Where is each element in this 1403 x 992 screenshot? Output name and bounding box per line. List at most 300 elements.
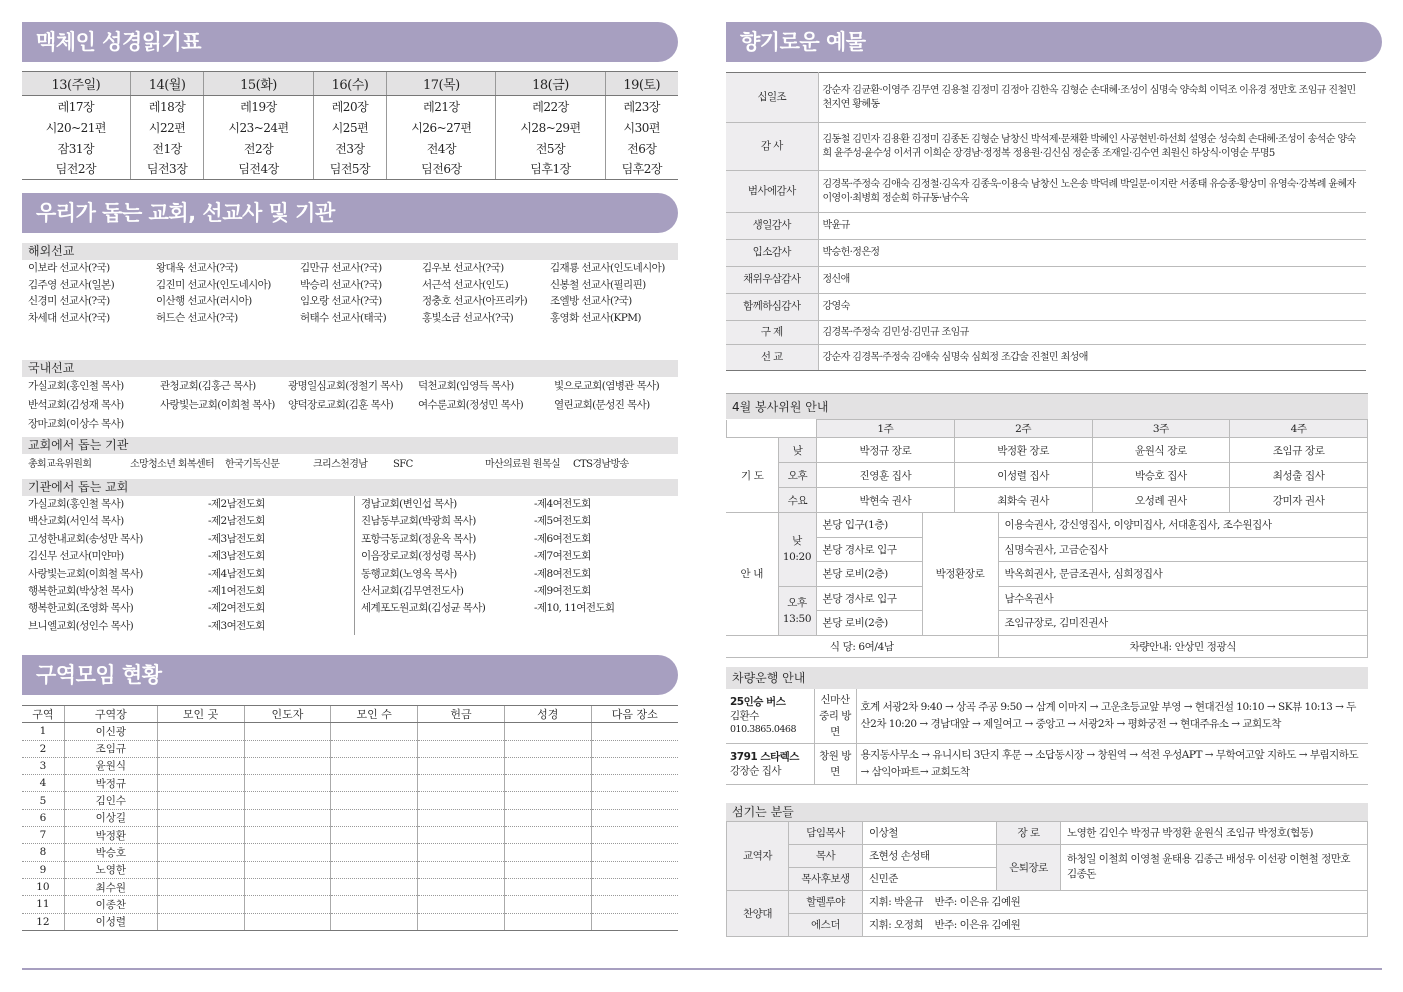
domestic-church-item: 광명일심교회(정철기 목사)	[288, 380, 403, 392]
table-row	[22, 861, 678, 878]
bible-reading: 전4장	[387, 138, 496, 159]
region-cell	[244, 861, 331, 878]
bible-reading: 딤후1장	[496, 159, 605, 180]
table-row	[22, 913, 678, 930]
prayer-time: 낮	[779, 438, 817, 463]
bible-reading: 잠31장	[57, 141, 95, 156]
mission-label: 선 교	[726, 345, 818, 371]
prayer-name: 박현숙 권사	[817, 488, 955, 513]
staff-name-1: 조현성 손성태	[863, 844, 997, 867]
inst-church: 고성한내교회(송성만 목사)	[28, 532, 143, 545]
staff-label: 교역자	[727, 821, 789, 890]
missionary-item: 왕대욱 선교사(?국)	[156, 262, 238, 274]
tithe-label: 십일조	[726, 73, 818, 123]
region-number: 8	[22, 844, 64, 861]
prayer-name: 진영훈 집사	[817, 463, 955, 488]
region-cell	[591, 740, 678, 757]
region-cell	[331, 913, 418, 930]
table-row	[22, 878, 678, 895]
inst-church: 가실교회(홍인철 목사)	[28, 498, 124, 510]
missionary-item: 김진미 선교사(인도네시아)	[156, 278, 271, 291]
region-cell	[331, 878, 418, 895]
staff-role-1: 목사	[789, 844, 863, 867]
inst-church	[354, 618, 534, 635]
prayer-row	[727, 463, 1368, 488]
domestic-church-item: 덕천교회(임영득 목사)	[418, 380, 514, 392]
region-number: 7	[22, 827, 64, 844]
missionary-item: 김만규 선교사(?국)	[300, 262, 382, 274]
mission-names: 강순자 김경목·주정숙 김애숙 심명숙 심희정 조갑술 진철민 최성애	[818, 345, 1366, 371]
week-2: 2주	[954, 420, 1092, 438]
thanks-sub-names: 박윤규	[818, 213, 1366, 240]
inst-church: 김신무 선교사(미얀마)	[28, 550, 124, 563]
bible-reading: 딤전5장	[313, 159, 387, 180]
prayer-name: 최화숙 권사	[954, 488, 1092, 513]
region-cell	[418, 775, 505, 792]
missionary-item: 김우보 선교사(?국)	[422, 262, 504, 274]
bus-phone: 010.3865.0468	[730, 723, 797, 735]
guide-row	[726, 586, 1368, 611]
bus-name: 25인승 버스	[730, 695, 786, 708]
region-cell	[244, 844, 331, 861]
inst-church: 행복한교회(박상천 목사)	[28, 585, 134, 598]
region-cell	[418, 827, 505, 844]
prayer-name: 박정규 장로	[817, 438, 955, 463]
missionary-item: 신경미 선교사(?국)	[28, 295, 110, 307]
bus-vehicle	[726, 689, 814, 744]
prayer-name: 조임규 장로	[1230, 438, 1368, 463]
bible-reading: 전5장	[496, 138, 605, 159]
region-cell	[591, 792, 678, 809]
region-cell	[157, 723, 244, 740]
thanks-sub-row	[726, 267, 1366, 294]
region-cell	[157, 827, 244, 844]
region-cell	[418, 878, 505, 895]
staff-name-0: 이상철	[863, 821, 997, 844]
staff-role-2: 목사후보생	[789, 867, 863, 890]
missionary-item: 홍영화 선교사(KPM)	[550, 311, 641, 324]
bible-day: 14(월)	[130, 72, 204, 96]
prayer-name: 최성출 집사	[1230, 463, 1368, 488]
region-header: 모인 수	[331, 706, 418, 723]
inst-group: -제2남전도회	[208, 515, 265, 528]
helped-org-item: 마산의료원 원목실	[485, 459, 561, 470]
thanks-sub-row	[726, 294, 1366, 321]
region-number: 12	[22, 913, 64, 930]
choir-name-1: 에스더	[789, 913, 863, 936]
bus-heading: 차량운행 안내	[726, 667, 1368, 689]
thanks-sub-label: 입소감사	[726, 240, 818, 267]
region-cell	[331, 740, 418, 757]
leaders-heading: 섬기는 분들	[726, 803, 1368, 821]
helps-list	[22, 454, 678, 476]
guide-row	[726, 562, 1368, 587]
region-leader: 박정환	[64, 827, 157, 844]
offering-table	[726, 72, 1366, 371]
thanks-sub-names: 정신애	[818, 267, 1366, 294]
missionary-item: 홍빛소금 선교사(?국)	[422, 311, 514, 324]
guide-row	[726, 513, 1368, 538]
inst-group: -제9여전도회	[534, 585, 591, 598]
inst-group: -제3여전도회	[208, 619, 265, 632]
bus-table	[726, 689, 1368, 785]
guide-row	[726, 611, 1368, 636]
region-leader: 윤원식	[64, 757, 157, 774]
region-cell	[244, 913, 331, 930]
region-cell	[244, 896, 331, 913]
left-page	[22, 22, 678, 931]
region-cell	[244, 878, 331, 895]
offering-title: 향기로운 예물	[726, 22, 1382, 62]
table-row	[22, 844, 678, 861]
region-cell	[504, 844, 591, 861]
region-cell	[331, 809, 418, 826]
region-cell	[331, 792, 418, 809]
domestic-heading: 국내선교	[22, 360, 678, 377]
guide-elder: 박정환장로	[922, 513, 998, 636]
bible-title: 맥체인 성경읽기표	[22, 22, 678, 62]
inst-church: 동행교회(노영옥 목사)	[354, 566, 534, 583]
inst-group: -제8여전도회	[534, 567, 591, 580]
tithe-names: 강순자 김균환·이영주 김무연 김용철 김정미 김정아 김한옥 김형순 손대혜·조성이 심명숙 양숙희 이덕조 이유경 정만호 조임규 진철민 천지연 황혜동	[818, 73, 1366, 123]
bible-reading: 딤전2장	[22, 159, 130, 180]
guide-place: 본당 경사로 입구	[816, 537, 922, 562]
domestic-church-item: 빛으로교회(염병관 목사)	[554, 380, 660, 392]
inst-group: -제3남전도회	[208, 532, 265, 545]
bible-row	[22, 117, 678, 138]
inst-church: 산서교회(김무연전도사)	[354, 583, 534, 600]
region-cell	[418, 896, 505, 913]
region-cell	[591, 827, 678, 844]
region-cell	[591, 861, 678, 878]
region-leader: 박정규	[64, 775, 157, 792]
region-title: 구역모임 현황	[22, 655, 678, 695]
thanks-sub-row	[726, 171, 1366, 213]
region-cell	[244, 757, 331, 774]
domestic-church-item: 열린교회(문성진 목사)	[554, 399, 650, 411]
thanks-sub-label: 채위우삼감사	[726, 267, 818, 294]
guide-place: 본당 입구(1층)	[816, 513, 922, 538]
region-cell	[591, 723, 678, 740]
helped-org-item: 크리스천경남	[313, 459, 368, 470]
region-cell	[157, 913, 244, 930]
overseas-heading: 해외선교	[22, 243, 678, 260]
missionary-item: 김주영 선교사(일본)	[28, 278, 115, 291]
region-cell	[331, 844, 418, 861]
table-row	[22, 896, 678, 913]
inst-group: -제7여전도회	[534, 550, 591, 563]
region-cell	[504, 723, 591, 740]
region-number: 2	[22, 740, 64, 757]
thanks-sub-label: 범사에감사	[726, 171, 818, 213]
region-cell	[504, 757, 591, 774]
guide-day	[778, 513, 816, 587]
prayer-name: 이성렬 집사	[954, 463, 1092, 488]
missionary-item: 박승리 선교사(?국)	[300, 278, 382, 291]
inst-church: 브니엘교회(성인수 목사)	[28, 619, 134, 632]
bible-reading: 시26~27편	[387, 117, 496, 138]
inst-group: -제10, 11여전도회	[534, 602, 615, 615]
region-cell	[591, 913, 678, 930]
bus-vehicle	[726, 743, 814, 784]
elder-label: 장 로	[997, 821, 1061, 844]
region-cell	[244, 827, 331, 844]
region-cell	[504, 861, 591, 878]
region-leader: 이상길	[64, 809, 157, 826]
missionary-item: 이보라 선교사(?국)	[28, 262, 110, 274]
region-cell	[504, 740, 591, 757]
bible-reading: 레20장	[313, 96, 387, 117]
region-cell	[157, 861, 244, 878]
right-page	[726, 22, 1382, 937]
region-cell	[331, 757, 418, 774]
inst-group: -제2남전도회	[208, 498, 265, 510]
region-cell	[504, 792, 591, 809]
bible-reading: 시22편	[130, 117, 204, 138]
service-table	[726, 419, 1368, 513]
car-info: 차량안내: 안상민 정광식	[998, 635, 1368, 657]
bible-reading: 딤전3장	[130, 159, 204, 180]
missionary-item: 이산행 선교사(러시아)	[156, 295, 252, 307]
domestic-church-item: 관청교회(김홍근 목사)	[160, 380, 256, 392]
bible-reading: 시20~21편	[45, 120, 106, 135]
helped-org-item: SFC	[393, 459, 413, 470]
region-table	[22, 705, 678, 931]
inst-church: 경남교회(변인섭 목사)	[354, 496, 534, 513]
guide-label: 안 내	[726, 513, 778, 636]
bible-reading: 전6장	[605, 138, 678, 159]
region-leader: 이성렬	[64, 913, 157, 930]
choir-acc-0: 반주: 이은유 김예원	[934, 896, 1021, 908]
region-leader: 이신광	[64, 723, 157, 740]
region-leader: 최수원	[64, 878, 157, 895]
region-cell	[157, 792, 244, 809]
prayer-name: 박정환 장로	[954, 438, 1092, 463]
table-row	[22, 740, 678, 757]
region-cell	[591, 809, 678, 826]
inst-church: 사랑빛는교회(이희철 목사)	[28, 567, 143, 580]
staff-role-0: 담임목사	[789, 821, 863, 844]
region-cell	[418, 740, 505, 757]
bible-reading: 딤전4장	[204, 159, 313, 180]
week-4: 4주	[1230, 420, 1368, 438]
inst-group	[534, 618, 684, 635]
domestic-church-item: 여수룬교회(정성민 목사)	[418, 399, 524, 411]
region-cell	[244, 809, 331, 826]
week-1: 1주	[817, 420, 955, 438]
region-cell	[244, 775, 331, 792]
meal-info: 식 당: 6여/4남	[726, 635, 998, 657]
missionary-item: 김재룡 선교사(인도네시아)	[550, 262, 665, 274]
bible-reading: 레23장	[605, 96, 678, 117]
region-leader: 이종찬	[64, 896, 157, 913]
region-cell	[591, 896, 678, 913]
inst-heading: 기관에서 돕는 교회	[22, 479, 678, 496]
region-header: 구역	[22, 706, 64, 723]
choir-info-1	[863, 913, 1368, 936]
guide-names: 박옥희권사, 문금조권사, 심희정집사	[998, 562, 1368, 587]
inst-church: 백산교회(서인석 목사)	[28, 515, 124, 528]
missionary-item: 정충호 선교사(아프리카)	[422, 295, 528, 307]
missionary-item: 신봉철 선교사(필리핀)	[550, 278, 646, 291]
bible-reading: 레17장	[57, 99, 95, 114]
table-row	[22, 723, 678, 740]
bible-day: 18(금)	[496, 72, 605, 96]
bottom-rule	[22, 968, 1382, 970]
region-number: 6	[22, 809, 64, 826]
helped-org-item: 총회교육위원회	[28, 459, 92, 470]
bus-name: 3791 스타렉스	[730, 750, 799, 763]
region-cell	[157, 757, 244, 774]
retired-names: 하청일 이철희 이영철 윤태용 김종근 배성우 이선광 이현철 정만호 김종돈	[1061, 844, 1368, 890]
guide-names: 심명숙권사, 고금순집사	[998, 537, 1368, 562]
region-number: 11	[22, 896, 64, 913]
domestic-church-item: 가실교회(홍인철 목사)	[28, 380, 124, 392]
bus-route: 호계 서광2차 9:40 → 상곡 주공 9:50 → 삼계 이마지 → 고운초등교앞 부영 → 현대건설 10:10 → SK뷰 10:13 → 두산2차 10:20 → 경남대앞 → 제일여고 → 중앙고 → 서광2차 → 평화궁전 → 현대주유소 → 교회도착	[856, 689, 1368, 744]
bible-reading: 레18장	[130, 96, 204, 117]
region-cell	[591, 878, 678, 895]
bible-table	[22, 71, 678, 180]
prayer-row	[727, 438, 1368, 463]
prayer-row	[727, 488, 1368, 513]
guide-pm-label: 오후	[787, 596, 807, 609]
region-number: 10	[22, 878, 64, 895]
region-cell	[591, 757, 678, 774]
inst-church: 세계포도원교회(김성균 목사)	[354, 600, 534, 617]
bible-reading: 시23~24편	[204, 117, 313, 138]
guide-row	[726, 537, 1368, 562]
region-cell	[418, 723, 505, 740]
bus-area: 창원 방면	[814, 743, 856, 784]
region-leader: 노영한	[64, 861, 157, 878]
prayer-name: 오성례 권사	[1092, 488, 1230, 513]
thanks-label: 감 사	[726, 123, 818, 171]
missionary-item: 허태수 선교사(태국)	[300, 311, 387, 324]
inst-church: 행복한교회(조영화 목사)	[28, 602, 134, 615]
bible-row	[22, 159, 678, 180]
bible-day: 19(토)	[605, 72, 678, 96]
region-number: 3	[22, 757, 64, 774]
region-cell	[244, 723, 331, 740]
prayer-label: 기 도	[727, 438, 779, 513]
bus-route: 용지동사무소 → 유니시티 3단지 후문 → 소답동시장 → 창원역 → 석전 우성APT → 무학여고앞 지하도 → 부림지하도→ 삼익아파트→ 교회도착	[856, 743, 1368, 784]
guide-names: 남수옥권사	[998, 586, 1368, 611]
region-cell	[591, 775, 678, 792]
thanks-sub-label: 생일감사	[726, 213, 818, 240]
table-row	[22, 827, 678, 844]
relief-names: 김경목·주정숙 김민성·김민규 조임규	[818, 321, 1366, 345]
region-cell	[157, 878, 244, 895]
region-header: 헌금	[418, 706, 505, 723]
guide-place: 본당 경사로 입구	[816, 586, 922, 611]
choir-leader-0: 지휘: 박윤규	[869, 896, 924, 908]
region-number: 4	[22, 775, 64, 792]
region-cell	[504, 913, 591, 930]
bible-reading: 전2장	[204, 138, 313, 159]
bible-reading: 레22장	[496, 96, 605, 117]
leaders-table	[726, 821, 1368, 937]
thanks-names: 김동철 김민자 김용환 김정미 김종돈 김형순 남창신 박석제·문채환 박혜인 사공현빈·하선희 설영순 성숙희 손대혜·조성이 송석순 양숙희 윤주성·윤수성 이서귀 이희순 장경남·정정복 정용원·김신심 정순종 조재일·김수연 최원신 하상식·이영순 무명5	[818, 123, 1366, 171]
helped-org-item: 소망청소년 회복센터	[130, 459, 215, 470]
inst-group: -제3남전도회	[208, 550, 265, 563]
region-leader: 박승호	[64, 844, 157, 861]
region-cell	[504, 827, 591, 844]
guide-names: 조임규장로, 김미진권사	[998, 611, 1368, 636]
relief-label: 구 제	[726, 321, 818, 345]
region-cell	[331, 861, 418, 878]
guide-table	[726, 512, 1368, 658]
prayer-name: 박승호 집사	[1092, 463, 1230, 488]
region-leader: 김인수	[64, 792, 157, 809]
prayer-name: 강미자 권사	[1230, 488, 1368, 513]
bible-reading: 전3장	[313, 138, 387, 159]
guide-place: 본당 로비(2층)	[816, 562, 922, 587]
bible-reading: 딤전6장	[387, 159, 496, 180]
bible-row	[22, 138, 678, 159]
missionary-item: 조엘방 선교사(?국)	[550, 295, 632, 307]
region-header: 모인 곳	[157, 706, 244, 723]
choir-acc-1: 반주: 이은유 김예원	[934, 919, 1021, 931]
region-cell	[504, 809, 591, 826]
thanks-sub-names: 박승헌·정은정	[818, 240, 1366, 267]
choir-name-0: 할렐루야	[789, 890, 863, 913]
inst-group: -제5여전도회	[534, 515, 591, 528]
missionary-item: 서근석 선교사(인도)	[422, 278, 509, 291]
missionary-item: 허드슨 선교사(?국)	[156, 311, 238, 324]
bus-area: 신마산 중리 방면	[814, 689, 856, 744]
inst-church: 포항극동교회(정윤옥 목사)	[354, 531, 534, 548]
region-leader: 조임규	[64, 740, 157, 757]
elder-names: 노영한 김인수 박정규 박정환 윤원식 조임규 박정호(협동)	[1061, 821, 1368, 844]
inst-group: -제4남전도회	[208, 567, 265, 580]
inst-group: -제2여전도회	[208, 602, 265, 615]
bible-day: 17(목)	[387, 72, 496, 96]
bible-reading: 딤후2장	[605, 159, 678, 180]
region-header: 인도자	[244, 706, 331, 723]
bible-reading: 레21장	[387, 96, 496, 117]
inst-group: -제1여전도회	[208, 585, 265, 598]
thanks-sub-row	[726, 240, 1366, 267]
region-number: 1	[22, 723, 64, 740]
choir-info-0	[863, 890, 1368, 913]
region-cell	[157, 809, 244, 826]
helped-org-item: CTS경남방송	[573, 459, 629, 470]
guide-day-label: 낮	[792, 535, 802, 548]
region-cell	[418, 757, 505, 774]
region-number: 5	[22, 792, 64, 809]
region-cell	[244, 740, 331, 757]
choir-label: 찬양대	[727, 890, 789, 936]
region-header: 성경	[504, 706, 591, 723]
region-cell	[591, 844, 678, 861]
region-cell	[504, 775, 591, 792]
bus-driver: 강장순 집사	[730, 764, 782, 777]
bus-driver: 김환수	[730, 709, 759, 722]
region-cell	[157, 740, 244, 757]
region-cell	[244, 792, 331, 809]
table-row	[22, 792, 678, 809]
table-row	[22, 757, 678, 774]
guide-place: 본당 로비(2층)	[816, 611, 922, 636]
region-cell	[418, 913, 505, 930]
prayer-time: 오후	[779, 463, 817, 488]
region-cell	[504, 878, 591, 895]
helps-heading: 교회에서 돕는 기관	[22, 437, 678, 454]
bible-reading: 시25편	[313, 117, 387, 138]
bible-reading: 시28~29편	[496, 117, 605, 138]
inst-group: -제6여전도회	[534, 532, 591, 545]
retired-label: 은퇴장로	[997, 844, 1061, 890]
